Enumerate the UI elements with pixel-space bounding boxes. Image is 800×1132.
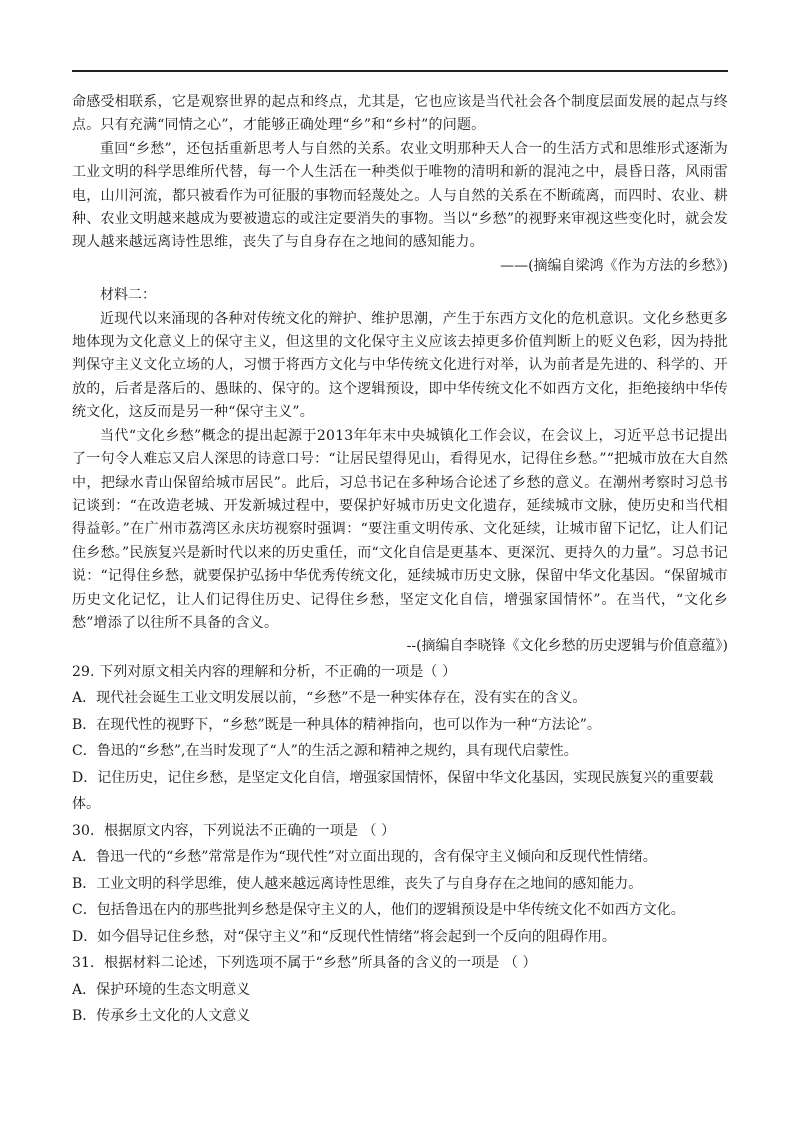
material-2-label: 材料二： [100,287,156,304]
question-30 [72,818,728,951]
question-30-option-c: C．包括鲁迅在内的那些批判乡愁是保守主义的人，他们的逻辑预设是中华传统文化不如西方文化。 [72,902,685,919]
source-citation-2: --(摘编自李晓锋《文化乡愁的历史逻辑与价值意蕴》) [406,638,728,655]
paragraph-m1-1: 命感受相联系，它是观察世界的起点和终点，尤其是，它也应该是当代社会各个制度层面发展的起点与终点。只有充满“同情之心”，才能够正确处理“乡”和“乡村”的问题。 [72,94,728,134]
question-29 [72,659,728,818]
header-rule [72,70,728,72]
paragraph-m2-1: 近现代以来涌现的各种对传统文化的辩护、维护思潮，产生于东西方文化的危机意识。文化乡愁更多地体现为文化意义上的保守主义，但这里的文化保守主义应该去掉更多价值判断上的贬义色彩，因为持批判保守主义文化立场的人，习惯于将西方文化与中华传统文化进行对举，认为前者是先进的、科学的、开放的，后者是落后的、愚昧的、保守的。这个逻辑预设，即中华传统文化不如西方文化，拒绝接纳中华传统文化，这反而是另一种“保守主义”。 [72,310,728,421]
document-body [72,91,728,1030]
question-29-option-c: C．鲁迅的“乡愁”,在当时发现了“人”的生活之源和精神之规约，具有现代启蒙性。 [72,743,578,760]
question-30-option-b: B．工业文明的科学思维，使人越来越远离诗性思维，丧失了与自身存在之地间的感知能力。 [72,875,643,892]
paragraph-m2-2: 当代“文化乡愁”概念的提出起源于2013年年末中央城镇化工作会议，在会议上，习近平总书记提出了一句令人难忘又启人深思的诗意口号：“让居民望得见山，看得见水，记得住乡愁。”“把城市放在大自然中，把绿水青山保留给城市居民”。此后，习总书记在多种场合论述了乡愁的意义。在潮州考察时习总书记谈到：“在改造老城、开发新城过程中，要保护好城市历史文化遗存，延续城市文脉，使历史和当代相得益彰。”在广州市荔湾区永庆坊视察时强调：“要注重文明传承、文化延续，让城市留下记忆，让人们记住乡愁。”民族复兴是新时代以来的历史重任，而“文化自信是更基本、更深沉、更持久的力量”。习总书记说：“记得住乡愁，就要保护弘扬中华优秀传统文化，延续城市历史文脉，保留中华文化基因。“保留城市历史文化记忆，让人们记得住历史、记得住乡愁，坚定文化自信，增强家国情怀”。在当代，“文化乡愁”增添了以往所不具备的含义。 [72,427,728,631]
paragraph-m1-2: 重回“乡愁”，还包括重新思考人与自然的关系。农业文明那种天人合一的生活方式和思维形式逐渐为工业文明的科学思维所代替，每一个人生活在一种类似于唯物的清明和新的混沌之中，晨昏日落，风雨雷电，山川河流，都只被看作为可征服的事物而轻蔑处之。人与自然的关系在不断疏离，而四时、农业、耕种、农业文明越来越成为要被遗忘的或注定要消失的事物。当以“乡愁”的视野来审视这些变化时，就会发现人越来越远离诗性思维，丧失了与自身存在之地间的感知能力。 [72,140,728,251]
question-31-stem: 31．根据材料二论述，下列选项不属于“乡愁”所具备的含义的一项是 （ ） [72,955,537,972]
question-31 [72,950,728,1030]
question-29-option-b: B．在现代性的视野下，“乡愁”既是一种具体的精神指向，也可以作为一种“方法论”。 [72,716,601,733]
question-29-stem: 29. 下列对原文相关内容的理解和分析，不正确的一项是（ ） [72,663,457,680]
source-citation-1: ——(摘编自梁鸿《作为方法的乡愁》) [500,257,728,274]
question-31-option-a: A．保护环境的生态文明意义 [72,981,251,998]
question-30-stem: 30．根据原文内容，下列说法不正确的一项是 （ ） [72,822,396,839]
question-31-option-b: B．传承乡土文化的人文意义 [72,1008,251,1025]
question-30-option-a: A．鲁迅一代的“乡愁”常常是作为“现代性”对立面出现的，含有保守主义倾向和反现代性情绪。 [72,849,657,866]
question-29-option-d: D．记住历史，记住乡愁，是坚定文化自信，增强家国情怀，保留中华文化基因，实现民族复兴的重要载体。 [72,769,714,813]
question-30-option-d: D．如今倡导记住乡愁，对“保守主义”和“反现代性情绪”将会起到一个反向的阻碍作用。 [72,928,616,945]
question-29-option-a: A．现代社会诞生工业文明发展以前，“乡愁”不是一种实体存在，没有实在的含义。 [72,690,587,707]
